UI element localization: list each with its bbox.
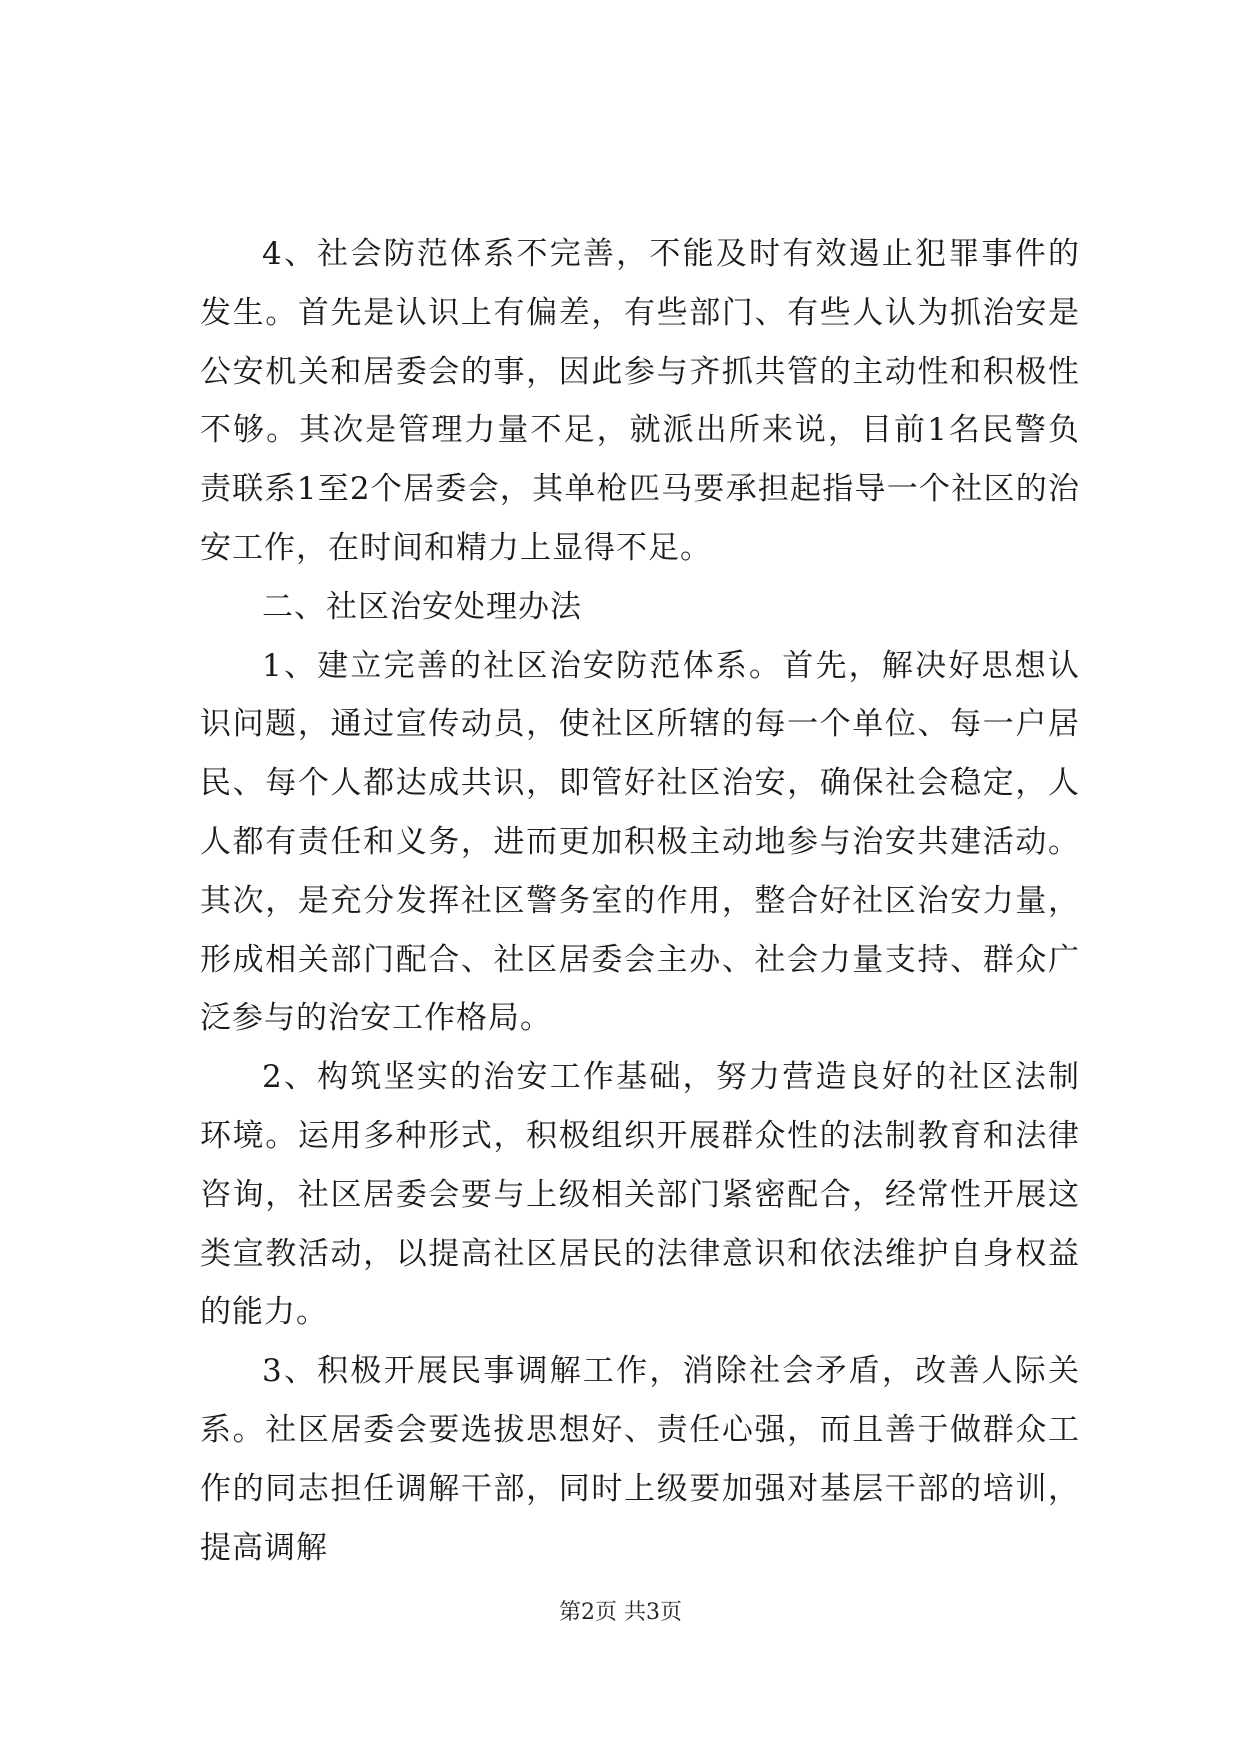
- paragraph-civil-mediation: 3、积极开展民事调解工作，消除社会矛盾，改善人际关系。社区居委会要选拔思想好、责任心强，而且善于做群众工作的同志担任调解干部，同时上级要加强对基层干部的培训，提高调解: [200, 1353, 1080, 1566]
- document-body: [200, 225, 1080, 1577]
- page-number-footer: 第2页 共3页: [559, 1600, 682, 1625]
- paragraph-social-prevention-system: 4、社会防范体系不完善，不能及时有效遏止犯罪事件的发生。首先是认识上有偏差，有些部门、有些人认为抓治安是公安机关和居委会的事，因此参与齐抓共管的主动性和积极性不够。其次是管理力量不足，就派出所来说，目前1名民警负责联系1至2个居委会，其单枪匹马要承担起指导一个社区的治安工作，在时间和精力上显得不足。: [200, 236, 1080, 566]
- paragraph-prevention-system-measures: 1、建立完善的社区治安防范体系。首先，解决好思想认识问题，通过宣传动员，使社区所辖的每一个单位、每一户居民、每个人都达成共识，即管好社区治安，确保社会稳定，人人都有责任和义务，进而更加积极主动地参与治安共建活动。其次，是充分发挥社区警务室的作用，整合好社区治安力量，形成相关部门配合、社区居委会主办、社会力量支持、群众广泛参与的治安工作格局。: [200, 647, 1080, 1037]
- paragraph-legal-environment: 2、构筑坚实的治安工作基础，努力营造良好的社区法制环境。运用多种形式，积极组织开展群众性的法制教育和法律咨询，社区居委会要与上级相关部门紧密配合，经常性开展这类宣教活动，以提高社区居民的法律意识和依法维护自身权益的能力。: [200, 1059, 1080, 1331]
- section-heading-handling-methods: 二、社区治安处理办法: [262, 588, 582, 625]
